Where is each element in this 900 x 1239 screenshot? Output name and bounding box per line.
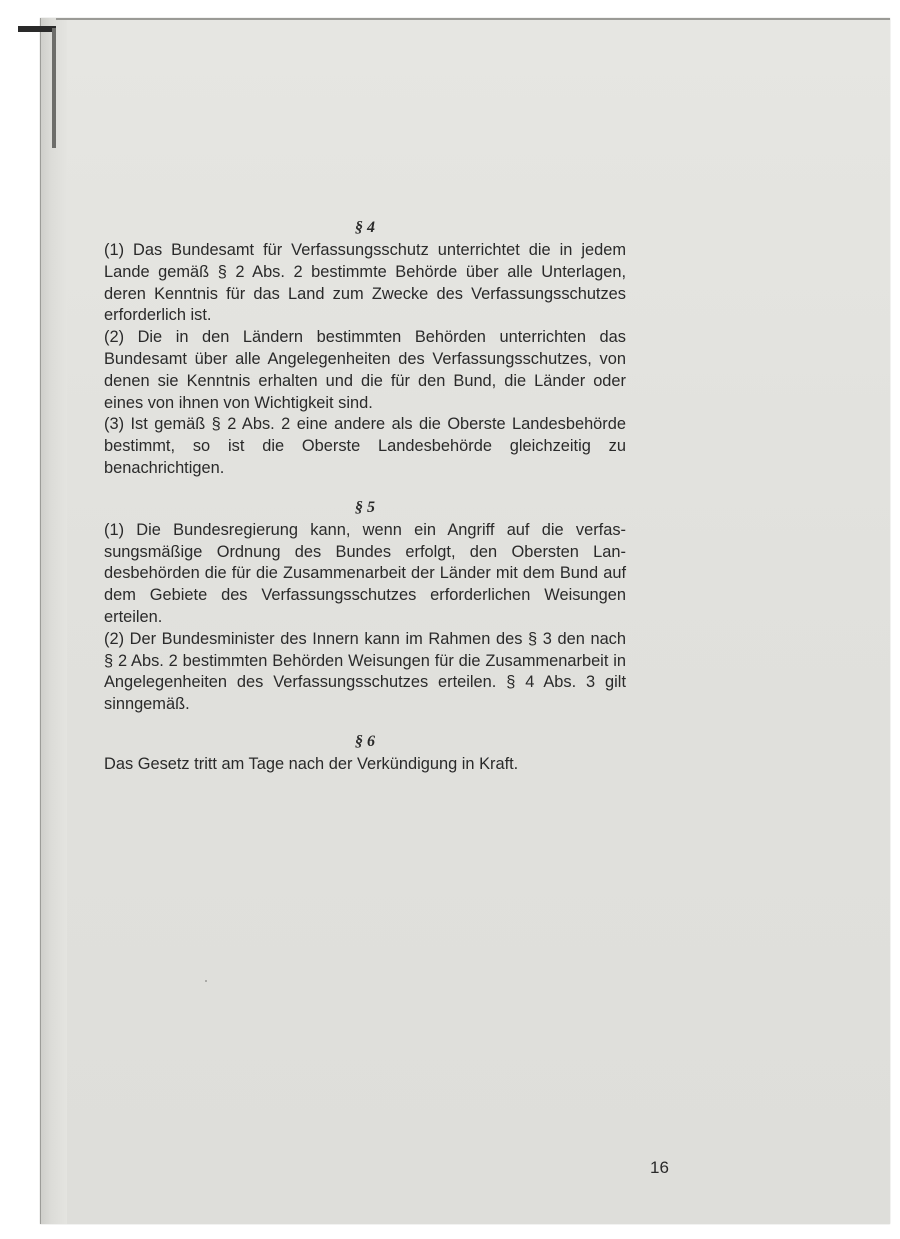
section-5-paragraph-1: (1) Die Bundesregierung kann, wenn ein Angriff auf die verfassungsmäßige Ordnung des Bundes erfolgt, den Obersten Landesbehörden die für die Zusammenarbeit der Länder mit dem Bund auf dem Gebiete des Verfassungsschutzes erforderlichen Weisungen erteilen. bbox=[104, 520, 626, 626]
binding-shadow bbox=[52, 28, 56, 148]
paper-speck bbox=[205, 980, 207, 982]
page-top-edge bbox=[56, 18, 890, 20]
section-6-heading: § 6 bbox=[355, 732, 375, 750]
section-4-paragraph-1: (1) Das Bundesamt für Verfassungsschutz unterrichtet die in jedem Lande gemäß § 2 Abs. 2 bestimmte Behörde über alle Unterlagen, deren Kenntnis für das Land zum Zwecke des Verfassungsschutzes erforderlich ist. bbox=[104, 241, 626, 325]
section-4-paragraph-3: (3) Ist gemäß § 2 Abs. 2 eine andere als die Oberste Landesbehörde bestimmt, so ist die Oberste Landesbehörde gleichzeitig zu benachrichtigen. bbox=[104, 415, 626, 477]
binding-mark bbox=[18, 26, 56, 32]
binding-edge bbox=[40, 18, 67, 1224]
section-6-paragraph-1: Das Gesetz tritt am Tage nach der Verkündigung in Kraft. bbox=[104, 754, 519, 773]
section-4-heading: § 4 bbox=[355, 219, 375, 236]
section-4-paragraph-2: (2) Die in den Ländern bestimmten Behörden unterrichten das Bundesamt über alle Angelegenheiten des Verfassungsschutzes, von denen sie Kenntnis erhalten und die für den Bund, die Länder oder eines von ihnen von Wichtigkeit sind. bbox=[104, 328, 626, 412]
section-5-heading: § 5 bbox=[355, 498, 375, 516]
section-5-paragraph-2: (2) Der Bundesminister des Innern kann im Rahmen des § 3 den nach § 2 Abs. 2 bestimmten Behörden Weisungen für die Zusammenarbeit in Angelegenheiten des Verfassungsschutzes erteilen. § 4 Abs. 3 gilt sinngemäß. bbox=[104, 629, 626, 714]
section-gap bbox=[104, 716, 626, 730]
section-gap bbox=[104, 480, 626, 496]
page-number: 16 bbox=[650, 1158, 669, 1177]
document-body bbox=[104, 216, 626, 776]
